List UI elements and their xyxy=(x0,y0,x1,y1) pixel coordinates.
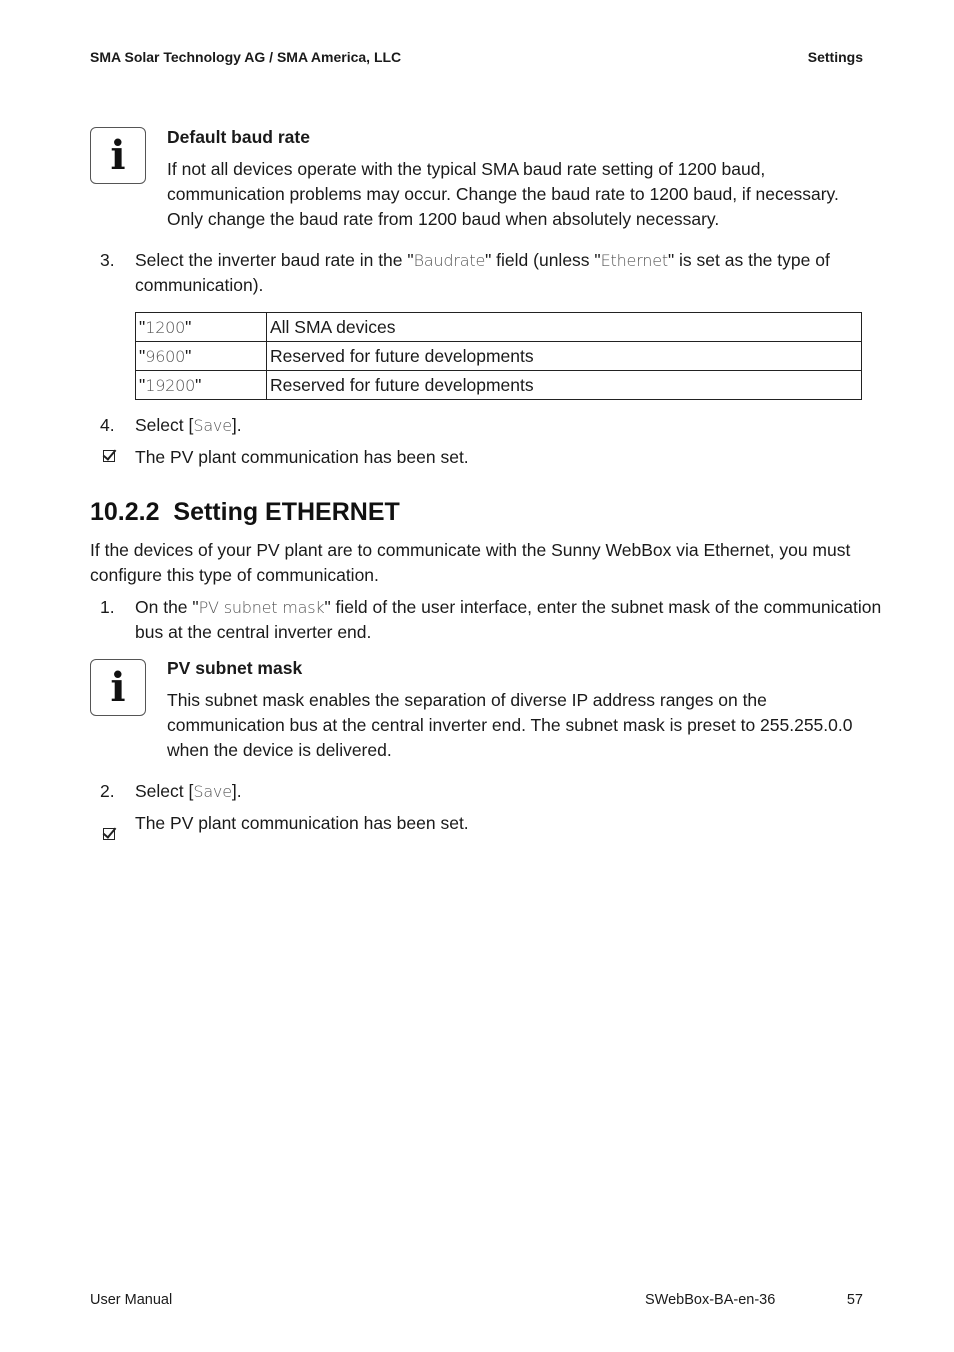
table-cell: "19200" xyxy=(136,371,267,400)
footer-doc-id: SWebBox-BA-en-36 xyxy=(645,1292,776,1308)
note-title: PV subnet mask xyxy=(167,658,303,678)
note-body xyxy=(167,688,852,763)
baud-rate-table xyxy=(135,312,862,400)
step-text: Select [Save]. xyxy=(135,781,242,801)
checkbox-icon xyxy=(103,828,115,840)
table-cell: "9600" xyxy=(136,342,267,371)
table-cell: All SMA devices xyxy=(267,313,862,342)
step-number: 3. xyxy=(100,250,115,270)
footer-left: User Manual xyxy=(90,1292,173,1308)
step-text: Select [Save]. xyxy=(135,415,242,435)
note-line: Only change the baud rate from 1200 baud when absolutely necessary. xyxy=(167,209,720,229)
step-number: 4. xyxy=(100,415,115,435)
step-text: On the "PV subnet mask" field of the user interface, enter the subnet mask of the communication bus at the central inverter end. xyxy=(135,597,882,642)
ui-button-name: Save xyxy=(193,782,232,801)
note-title: Default baud rate xyxy=(167,127,310,147)
note-line: If not all devices operate with the typical SMA baud rate setting of 1200 baud, xyxy=(167,159,766,179)
result-text: The PV plant communication has been set. xyxy=(135,447,469,467)
page-number: 57 xyxy=(846,1292,863,1308)
table-row xyxy=(136,313,862,342)
ui-field-name: Baudrate xyxy=(413,251,486,270)
ui-field-name: Ethernet xyxy=(600,251,668,270)
note-line: communication problems may occur. Change the baud rate to 1200 baud, if necessary. xyxy=(167,184,839,204)
info-icon: i xyxy=(90,659,146,716)
table-row xyxy=(136,371,862,400)
step-text: Select the inverter baud rate in the "Baudrate" field (unless "Ethernet" is set as the type of communication). xyxy=(135,250,830,295)
header-right: Settings xyxy=(807,49,863,65)
note-line: when the device is delivered. xyxy=(167,740,392,760)
table-cell: Reserved for future developments xyxy=(267,371,862,400)
ui-button-name: Save xyxy=(193,416,232,435)
note-line: This subnet mask enables the separation of diverse IP address ranges on the xyxy=(167,690,767,710)
ui-field-name: PV subnet mask xyxy=(198,598,325,617)
result-text: The PV plant communication has been set. xyxy=(135,813,469,833)
checkbox-icon xyxy=(103,450,115,462)
table-row xyxy=(136,342,862,371)
section-heading xyxy=(90,498,400,527)
step-number: 1. xyxy=(100,597,115,617)
note-body xyxy=(167,157,839,232)
info-icon: i xyxy=(90,127,146,184)
table-cell: Reserved for future developments xyxy=(267,342,862,371)
section-intro: If the devices of your PV plant are to communicate with the Sunny WebBox via Ethernet, you must configure this type of communication. xyxy=(90,540,851,585)
note-line: communication bus at the central inverter end. The subnet mask is preset to 255.255.0.0 xyxy=(167,715,853,735)
table-cell: "1200" xyxy=(136,313,267,342)
step-number: 2. xyxy=(100,781,115,801)
section-title: 10.2.2 Setting ETHERNET xyxy=(90,498,400,526)
header-left: SMA Solar Technology AG / SMA America, LLC xyxy=(90,49,402,65)
